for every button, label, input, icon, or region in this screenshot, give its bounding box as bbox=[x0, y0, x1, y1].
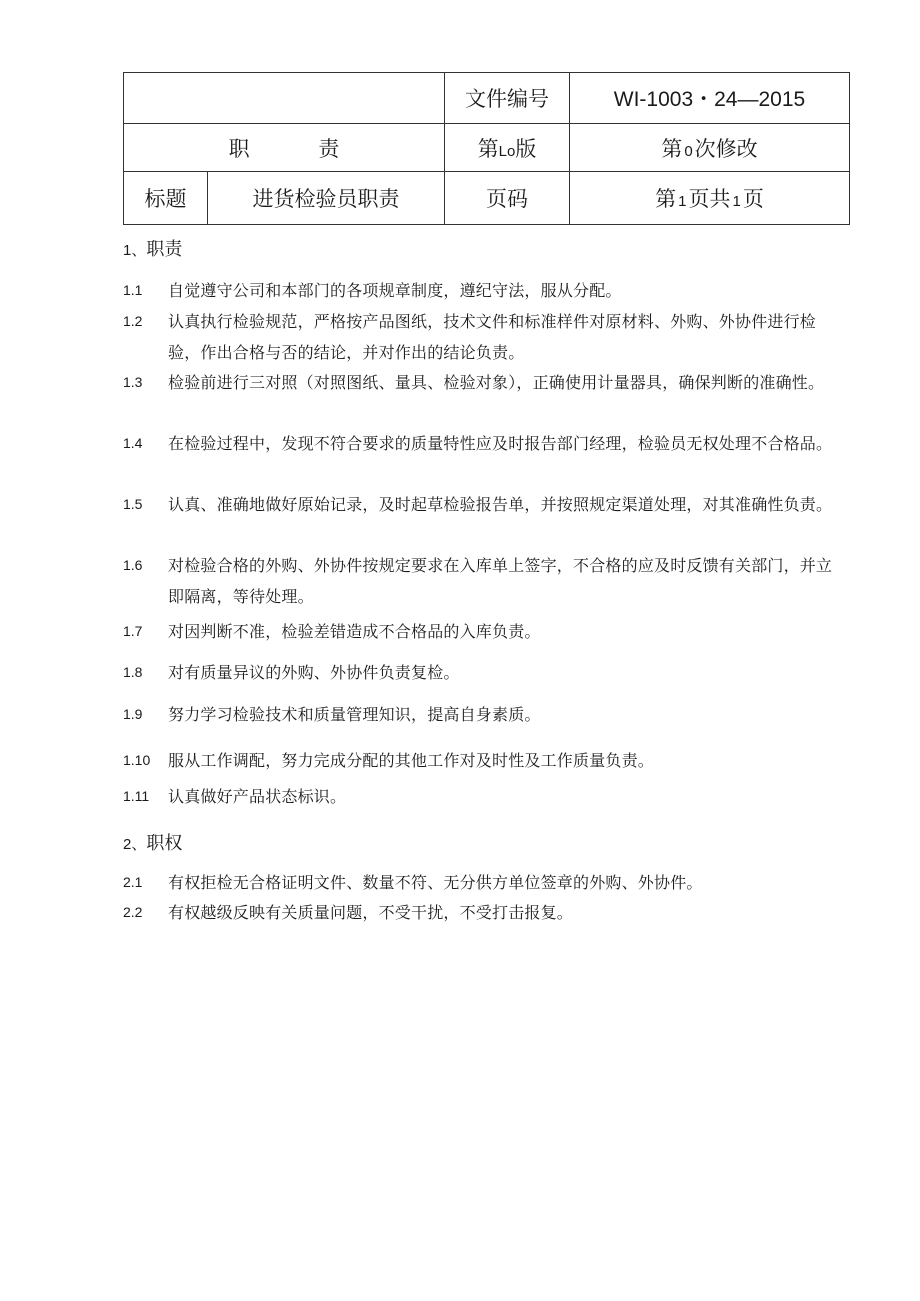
header-blank-cell bbox=[124, 73, 445, 124]
list-item bbox=[123, 699, 843, 730]
list-item bbox=[123, 745, 843, 776]
item-text: 检验前进行三对照（对照图纸、量具、检验对象），正确使用计量器具，确保判断的准确性。 bbox=[168, 373, 825, 392]
list-item bbox=[123, 275, 843, 306]
revision-prefix: 第 bbox=[661, 136, 683, 161]
item-text: 有权拒检无合格证明文件、数量不符、无分供方单位签章的外购、外协件。 bbox=[168, 873, 703, 892]
doc-no-label: 文件编号 bbox=[445, 73, 570, 124]
list-item bbox=[123, 616, 843, 647]
item-text: 有权越级反映有关质量问题，不受干扰，不受打击报复。 bbox=[168, 903, 574, 922]
item-number: 1.1 bbox=[123, 282, 143, 298]
page-label: 页码 bbox=[445, 172, 570, 225]
title-label: 标题 bbox=[124, 172, 208, 225]
doc-no-value: WI-1003・24—2015 bbox=[570, 73, 850, 124]
list-item bbox=[123, 550, 843, 612]
revision-cell bbox=[570, 124, 850, 172]
duty-label bbox=[124, 124, 445, 172]
page-suffix: 页 bbox=[742, 187, 764, 211]
page-total: 1 bbox=[732, 193, 741, 210]
item-text: 对有质量异议的外购、外协件负责复检。 bbox=[168, 663, 460, 682]
item-number: 1.7 bbox=[123, 623, 143, 639]
item-text: 认真执行检验规范，严格按产品图纸，技术文件和标准样件对原材料、外购、外协件进行检验，作出合格与否的结论，并对作出的结论负责。 bbox=[168, 312, 817, 362]
item-text: 在检验过程中，发现不符合要求的质量特性应及时报告部门经理，检验员无权处理不合格品。 bbox=[168, 434, 833, 453]
item-number: 1.6 bbox=[123, 557, 143, 573]
item-number: 1.5 bbox=[123, 496, 143, 512]
item-text: 服从工作调配，努力完成分配的其他工作对及时性及工作质量负责。 bbox=[168, 751, 655, 770]
list-item bbox=[123, 897, 843, 928]
document-header-table bbox=[123, 72, 850, 225]
list-item bbox=[123, 367, 843, 398]
edition-cell bbox=[445, 124, 570, 172]
section-number: 2、 bbox=[123, 836, 147, 853]
list-item bbox=[123, 428, 843, 459]
page-value-cell bbox=[570, 172, 850, 225]
edition-suffix: 版 bbox=[515, 136, 537, 161]
page-prefix: 第 bbox=[655, 187, 677, 211]
section-heading-duties bbox=[123, 235, 182, 261]
section-number: 1、 bbox=[123, 242, 147, 259]
list-item bbox=[123, 867, 843, 898]
item-text: 认真做好产品状态标识。 bbox=[168, 787, 347, 806]
item-number: 1.4 bbox=[123, 435, 143, 451]
edition-prefix: 第 bbox=[477, 136, 499, 161]
item-number: 1.8 bbox=[123, 664, 143, 680]
list-item bbox=[123, 781, 843, 812]
duty-label-text: 职 责 bbox=[228, 136, 340, 161]
section-heading-authority bbox=[123, 829, 182, 855]
page-mid: 页共 bbox=[688, 187, 731, 211]
item-text: 努力学习检验技术和质量管理知识，提高自身素质。 bbox=[168, 705, 541, 724]
section-title: 职权 bbox=[146, 833, 183, 854]
item-text: 认真、准确地做好原始记录，及时起草检验报告单，并按照规定渠道处理，对其准确性负责。 bbox=[168, 495, 833, 514]
item-number: 1.9 bbox=[123, 706, 143, 722]
item-text: 对检验合格的外购、外协件按规定要求在入库单上签字，不合格的应及时反馈有关部门，并立即隔离，等待处理。 bbox=[168, 556, 833, 606]
item-number: 2.2 bbox=[123, 904, 143, 920]
item-text: 对因判断不准，检验差错造成不合格品的入库负责。 bbox=[168, 622, 541, 641]
section-title: 职责 bbox=[146, 239, 183, 260]
edition-value: Lo bbox=[498, 142, 516, 160]
page-current: 1 bbox=[678, 193, 687, 210]
list-item bbox=[123, 489, 843, 520]
item-text: 自觉遵守公司和本部门的各项规章制度，遵纪守法，服从分配。 bbox=[168, 281, 622, 300]
item-number: 2.1 bbox=[123, 874, 143, 890]
title-value: 进货检验员职责 bbox=[208, 172, 445, 225]
list-item bbox=[123, 657, 843, 688]
list-item bbox=[123, 306, 843, 368]
item-number: 1.2 bbox=[123, 313, 143, 329]
item-number: 1.10 bbox=[123, 752, 151, 768]
revision-value: 0 bbox=[684, 142, 693, 160]
item-number: 1.3 bbox=[123, 374, 143, 390]
item-number: 1.11 bbox=[123, 788, 150, 804]
revision-suffix: 次修改 bbox=[694, 136, 758, 161]
